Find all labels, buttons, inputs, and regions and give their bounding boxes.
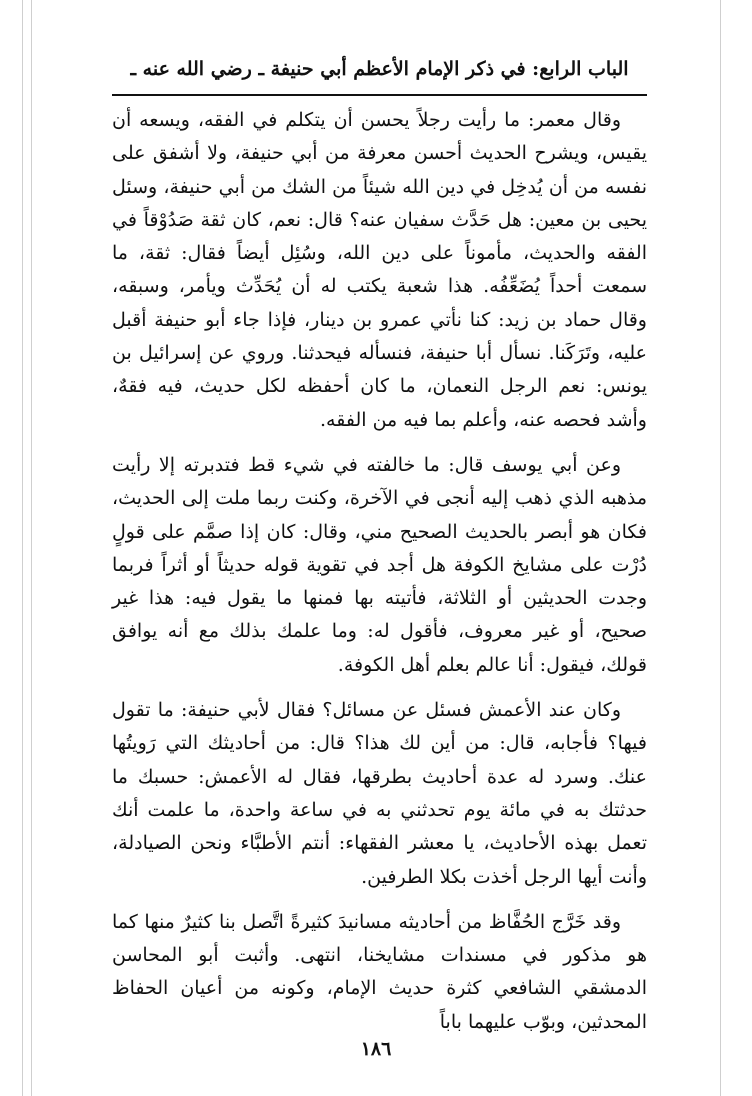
paragraph-1: وقال معمر: ما رأيت رجلاً يحسن أن يتكلم في الفقه، ويسعه أن يقيس، ويشرح الحديث أحسن معرفة من أبي حنيفة، ولا أشفق على نفسه من أن يُدخِل في دين الله شيئاً من الشك من أبي حنيفة، وسئل يحيى بن معين: هل حَدَّث سفيان عنه؟ قال: نعم، كان ثقة صَدُوْقاً في الفقه والحديث، مأموناً على دين الله، وسُئِل أيضاً فقال: ثقة، ما سمعت أحداً يُضَعِّفُه. هذا شعبة يكتب له أن يُحَدِّث ويأمر، وسبقه، وقال حماد بن زيد: كنا نأتي عمرو بن دينار، فإذا جاء أبو حنيفة أقبل عليه، وتَرَكَنا. نسأل أبا حنيفة، فنسأله فيحدثنا. وروي عن إسرائيل بن يونس: نعم الرجل النعمان، ما كان أحفظه لكل حديث، فيه فقهٌ، وأشد فحصه عنه، وأعلم بما فيه من الفقه. [112, 109, 647, 431]
paragraph-2: وعن أبي يوسف قال: ما خالفته في شيء قط فتدبرته إلا رأيت مذهبه الذي ذهب إليه أنجى في الآخرة، وكنت ربما ملت إلى الحديث، فكان هو أبصر بالحديث الصحيح مني، وقال: كان إذا صمَّم على قولٍ دُرْت على مشايخ الكوفة هل أجد في تقوية قوله حديثاً أو أثراً فربما وجدت الحديثين أو الثلاثة، فأتيته بها فمنها ما يقول فيه: هذا غير صحيح، أو غير معروف، فأقول له: وما علمك بذلك مع أنه يوافق قولك، فيقول: أنا عالم بعلم أهل الكوفة. [112, 453, 647, 676]
page-edge-line-right [720, 0, 721, 1096]
paragraph-4: وقد خَرَّج الحُفَّاظ من أحاديثه مسانيدَ كثيرةً اتَّصل بنا كثيرٌ منها كما هو مذكور في مسندات مشايخنا، انتهى. وأثبت أبو المحاسن الدمشقي الشافعي كثرة حديث الإمام، وكونه من أعيان الحفاظ المحدثين، وبوّب عليهما باباً [112, 910, 647, 1033]
running-header: الباب الرابع: في ذكر الإمام الأعظم أبي حنيفة ـ رضي الله عنه ـ [130, 58, 629, 80]
page-number: ١٨٦ [360, 1038, 392, 1060]
page-edge-line-left [22, 0, 23, 1096]
body-text [112, 104, 647, 1051]
paragraph-3: وكان عند الأعمش فسئل عن مسائل؟ فقال لأبي حنيفة: ما تقول فيها؟ فأجابه، قال: من أين لك هذا؟ قال: من أحاديثك التي رَويتُها عنك. وسرد له عدة أحاديث بطرقها، فقال له الأعمش: حسبك ما حدثتك به في مائة يوم تحدثني به في ساعة واحدة، ما علمت أنك تعمل بهذه الأحاديث، يا معشر الفقهاء: أنتم الأطبَّاء ونحن الصيادلة، وأنت أيها الرجل أخذت بكلا الطرفين. [112, 699, 647, 888]
page-edge-line-left-inner [31, 0, 32, 1096]
header-rule [112, 94, 647, 96]
